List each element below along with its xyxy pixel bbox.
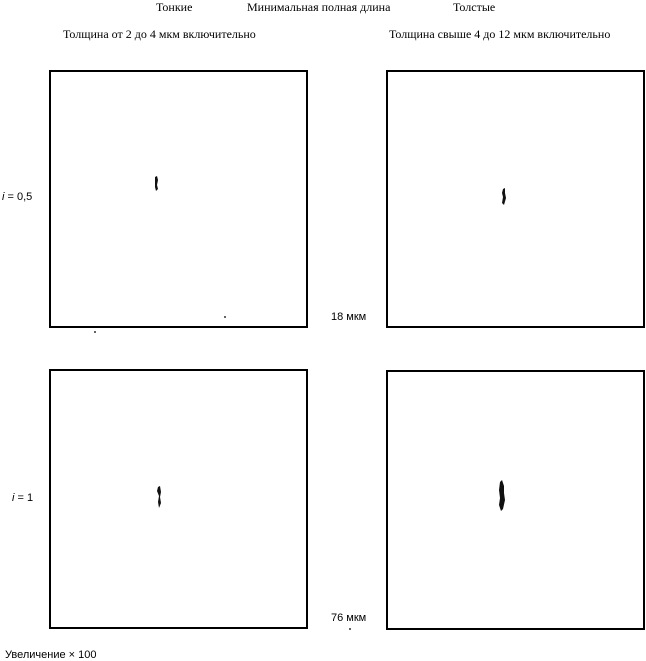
speck bbox=[349, 628, 351, 630]
header-thick: Толстые bbox=[453, 0, 496, 14]
header-thin: Тонкие bbox=[156, 0, 193, 14]
subheader-thin-range: Толщина от 2 до 4 мкм включительно bbox=[63, 27, 256, 41]
row-label-i-1 bbox=[12, 492, 33, 504]
inclusion-thin-i-0-5 bbox=[51, 72, 306, 326]
length-76: 76 мкм bbox=[331, 612, 367, 624]
i-symbol: i bbox=[2, 191, 5, 203]
row-label-i-0-5 bbox=[2, 191, 32, 203]
speck bbox=[94, 331, 96, 333]
header-min-length: Минимальная полная длина bbox=[247, 0, 391, 14]
inclusion-thick-i-0-5 bbox=[388, 72, 643, 326]
inclusion-thin-i-1 bbox=[51, 371, 306, 627]
magnification-note: Увеличение × 100 bbox=[5, 649, 97, 661]
frame-thick-i-1 bbox=[386, 370, 645, 630]
subheader-thick-range: Толщина свыше 4 до 12 мкм включительно bbox=[389, 27, 611, 41]
frame-thick-i-0-5 bbox=[386, 70, 645, 328]
length-18: 18 мкм bbox=[331, 311, 367, 323]
speck bbox=[224, 316, 226, 318]
frame-thin-i-1 bbox=[49, 369, 308, 629]
inclusion-thick-i-1 bbox=[388, 372, 643, 628]
i-symbol: i bbox=[12, 492, 15, 504]
i-value: = 0,5 bbox=[7, 191, 33, 203]
i-value: = 1 bbox=[17, 492, 34, 504]
frame-thin-i-0-5 bbox=[49, 70, 308, 328]
